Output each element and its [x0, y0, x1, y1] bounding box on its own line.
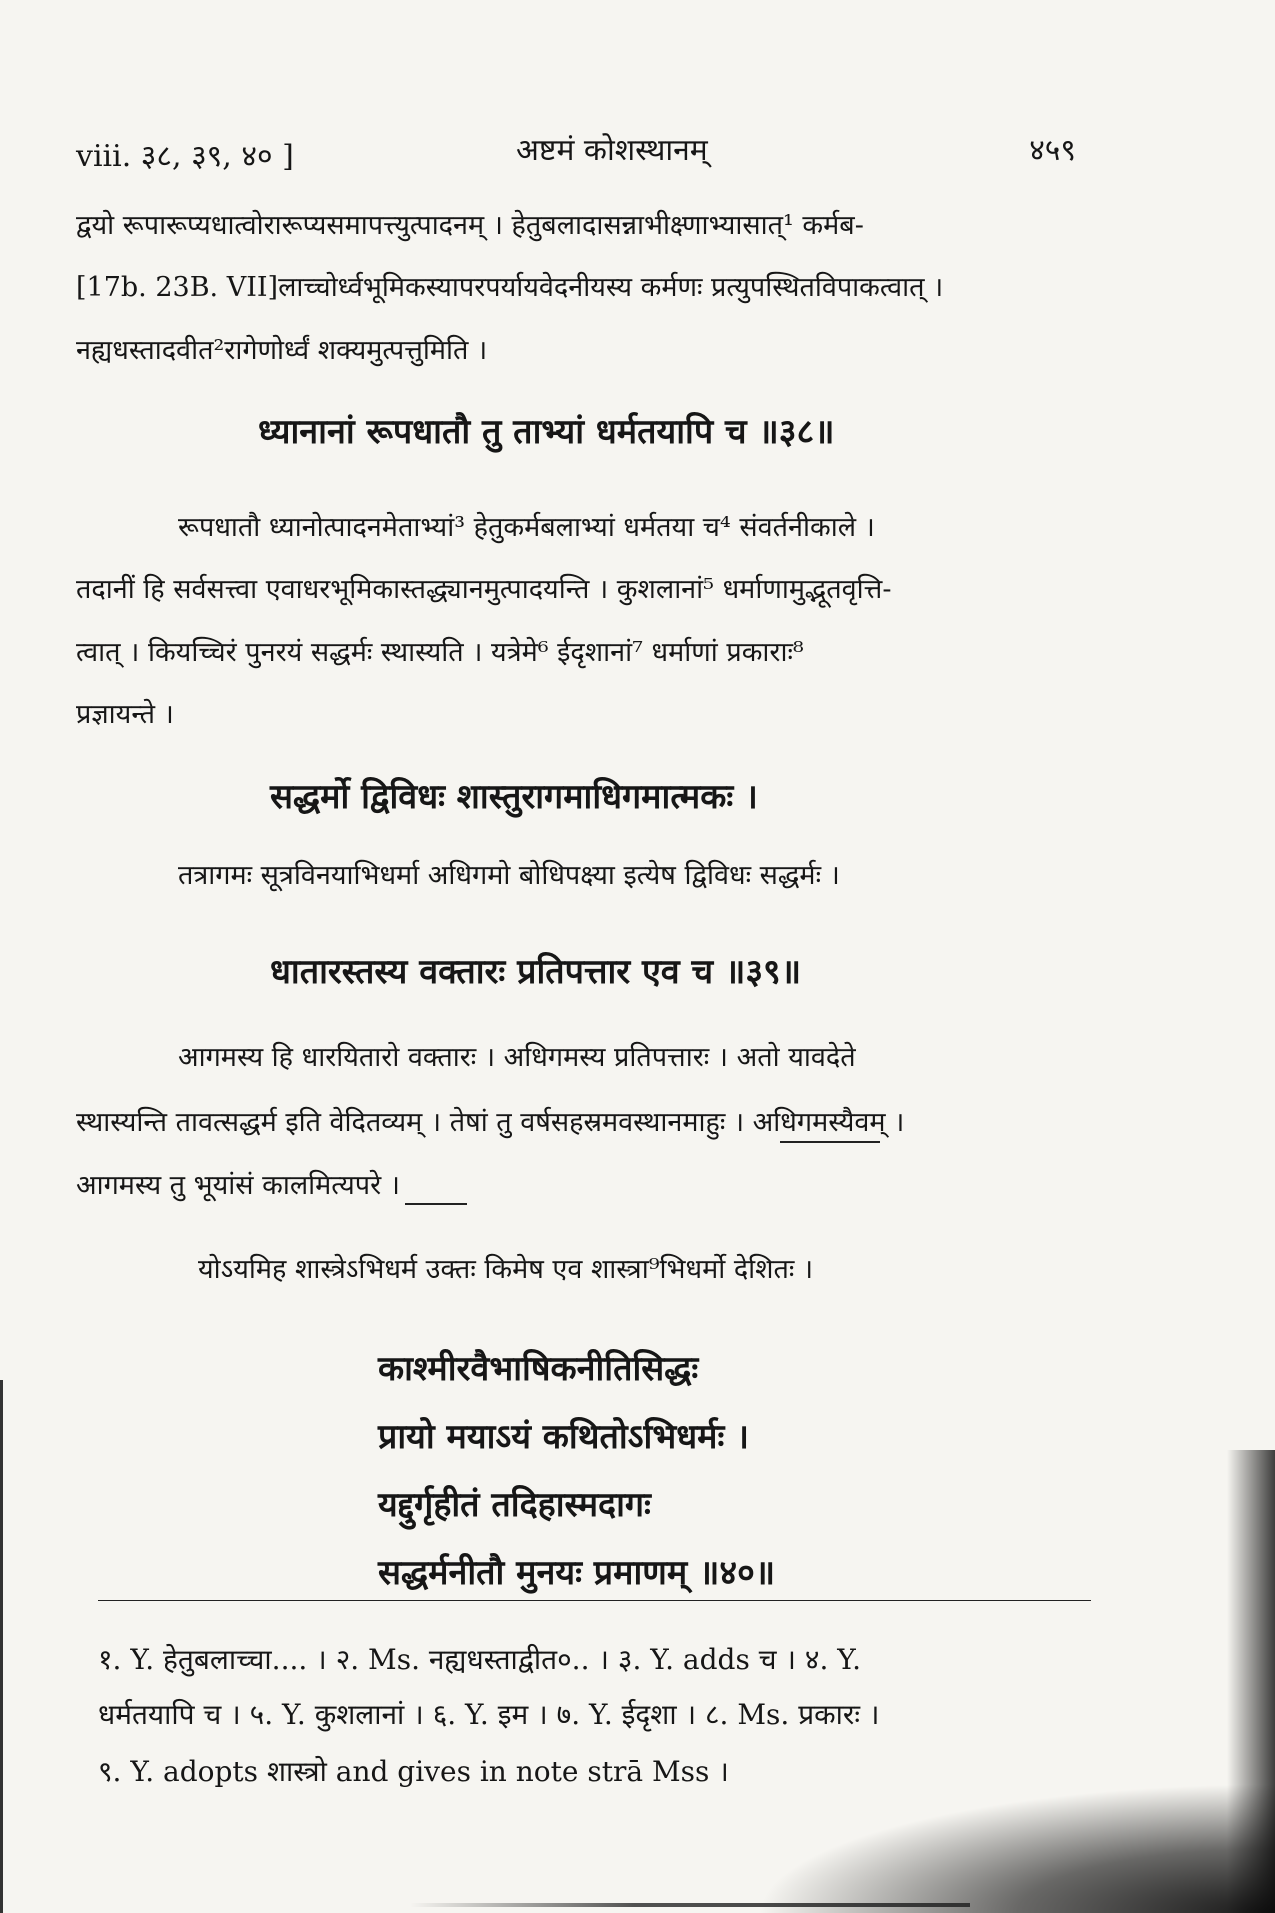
commentary-line: तदानीं हि सर्वसत्त्वा एवाधरभूमिकास्तद्ध्यानमुत्पादयन्ति । कुशलानां⁵ धर्माणामुद्भूतवृत्ति-	[76, 574, 892, 605]
pencil-underline	[780, 1141, 880, 1143]
scan-left-edge	[0, 1380, 3, 1913]
verse-40-line: प्रायो मयाऽयं कथितोऽभिधर्मः ।	[378, 1417, 750, 1457]
verse-40-line: सद्धर्मनीतौ मुनयः प्रमाणम् ॥४०॥	[378, 1553, 776, 1593]
commentary-line: आगमस्य तु भूयांसं कालमित्यपरे ।	[76, 1170, 400, 1201]
pencil-underline	[405, 1203, 467, 1205]
verse-38: ध्यानानां रूपधातौ तु ताभ्यां धर्मतयापि च ॥३८॥	[258, 412, 835, 452]
commentary-line: तत्रागमः सूत्रविनयाभिधर्मा अधिगमो बोधिपक्ष्या इत्येष द्विविधः सद्धर्मः ।	[178, 860, 840, 891]
commentary-line: आगमस्य हि धारयितारो वक्तारः । अधिगमस्य प्रतिपत्तारः । अतो यावदेते	[178, 1042, 856, 1073]
commentary-line: रूपधातौ ध्यानोत्पादनमेताभ्यां³ हेतुकर्मबलाभ्यां धर्मतया च⁴ संवर्तनीकाले ।	[178, 512, 875, 543]
verse-40-line: यद्दुर्गृहीतं तदिहास्मदागः	[378, 1485, 651, 1525]
footnote-line: ९. Y. adopts शास्त्रो and gives in note strā Mss ।	[98, 1755, 729, 1788]
intro-line: नह्यधस्तादवीत²रागेणोर्ध्वं शक्यमुत्पत्तुमिति ।	[76, 335, 488, 366]
verse-40	[378, 1335, 775, 1607]
intro-line: [17b. 23B. VII]लाच्चोर्ध्वभूमिकस्यापरपर्यायवेदनीयस्य कर्मणः प्रत्युपस्थितविपाकत्वात् ।	[76, 272, 944, 303]
footnote-rule	[98, 1600, 1091, 1601]
verse-39-second-half: धातारस्तस्य वक्तारः प्रतिपत्तार एव च ॥३९॥	[270, 952, 802, 992]
commentary-line: त्वात् । कियच्चिरं पुनरयं सद्धर्मः स्थास्यति । यत्रेमे⁶ ईदृशानां⁷ धर्माणां प्रकाराः⁸	[76, 637, 804, 668]
commentary-line: प्रज्ञायन्ते ।	[76, 699, 174, 730]
footnote-line: धर्मतयापि च । ५. Y. कुशलानां । ६. Y. इम । ७. Y. ईदृशा । ८. Ms. प्रकारः ।	[98, 1698, 880, 1731]
scan-corner-shadow	[755, 1783, 1275, 1913]
footnote-line: १. Y. हेतुबलाच्चा.... । २. Ms. नह्यधस्ताद्वीत०.. । ३. Y. adds च । ४. Y.	[98, 1643, 862, 1676]
header-page-number: ४५९	[1029, 133, 1076, 168]
intro-line: द्वयो रूपारूप्यधात्वोरारूप्यसमापत्त्युत्पादनम् । हेतुबलादासन्नाभीक्ष्णाभ्यासात्¹ कर्मब-	[76, 210, 864, 241]
header-chapter-title: अष्टमं कोशस्थानम्	[516, 133, 708, 168]
question-line: योऽयमिह शास्त्रेऽभिधर्म उक्तः किमेष एव शास्त्रा⁹भिधर्मो देशितः ।	[198, 1254, 814, 1285]
commentary-line: स्थास्यन्ति तावत्सद्धर्म इति वेदितव्यम् । तेषां तु वर्षसहस्रमवस्थानमाहुः । अधिगमस्यैवम् ।	[76, 1107, 905, 1138]
scan-bottom-edge	[410, 1903, 970, 1907]
running-header	[76, 128, 1076, 176]
header-verse-reference: viii. ३८, ३९, ४० ]	[76, 139, 294, 174]
verse-40-line: काश्मीरवैभाषिकनीतिसिद्धः	[378, 1349, 699, 1389]
verse-39-first-half: सद्धर्मो द्विविधः शास्तुरागमाधिगमात्मकः ।	[270, 777, 758, 817]
